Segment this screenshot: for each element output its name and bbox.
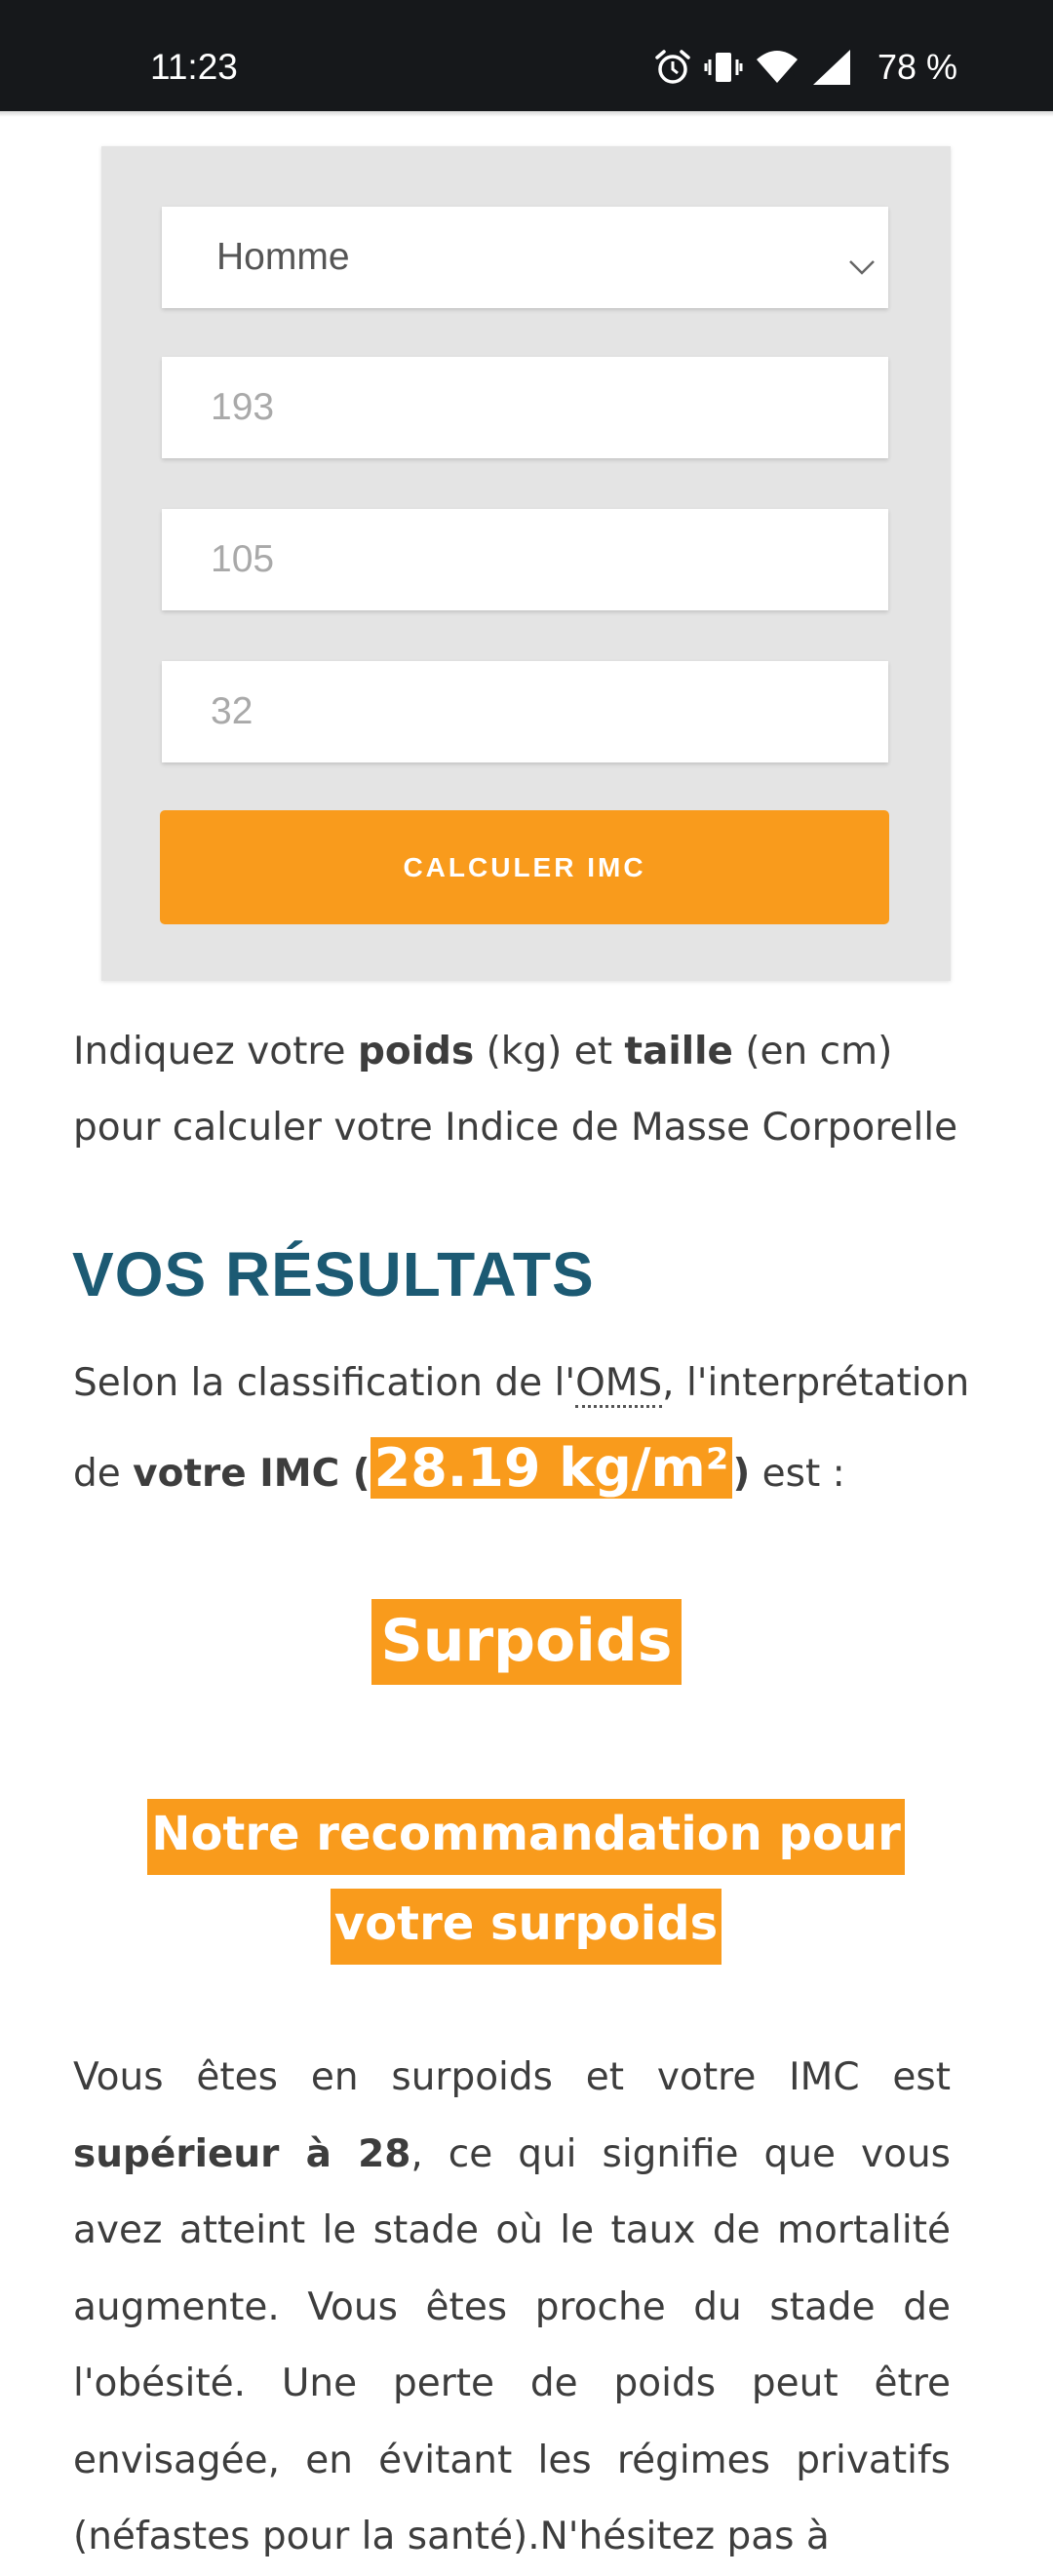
chevron-down-icon [847,244,877,287]
recommendation-part1: Vous êtes en surpoids et votre IMC est [73,2055,951,2099]
intro-part3: (en cm) pour calculer votre Indice de Masse Corporelle [73,1030,958,1150]
intro-part1: Indiquez votre [73,1030,358,1073]
wifi-icon [755,48,800,87]
age-field-placeholder: 32 [211,690,254,732]
age-field[interactable] [162,661,888,762]
status-bar [0,0,1053,111]
sex-select[interactable] [162,207,888,308]
weight-field[interactable] [162,509,888,610]
recommendation-bold: supérieur à 28 [73,2131,411,2176]
signal-icon [811,48,852,87]
results-heading: VOS RÉSULTATS [72,1239,595,1309]
weight-field-placeholder: 105 [211,538,275,580]
intro-part2: (kg) et [474,1030,625,1073]
imc-form [101,146,951,981]
sex-select-value: Homme [216,236,350,278]
imc-value: 28.19 kg/m² [370,1437,733,1499]
calculate-imc-button[interactable]: CALCULER IMC [160,810,889,924]
category-badge: Surpoids [371,1599,682,1685]
battery-level: 78 % [877,47,957,87]
status-icons [653,43,957,92]
height-field[interactable] [162,357,888,458]
category-row [0,1599,1053,1685]
vibrate-icon [704,48,743,87]
intro-taille: taille [624,1030,733,1073]
results-sentence [73,1346,985,1505]
recommendation-text [73,2040,951,2576]
results-sentence-start: Selon la classification de l' [73,1361,576,1405]
recommendation-title: Notre recommandation pour votre surpoids [147,1799,904,1965]
line2-bold: votre IMC ( [133,1452,370,1496]
status-time: 11:23 [150,47,238,87]
height-field-placeholder: 193 [211,386,275,428]
oms-abbr[interactable]: OMS [575,1361,662,1408]
intro-poids: poids [357,1030,475,1073]
recommendation-title-block [101,1789,951,1969]
recommendation-part2: , ce qui signifie que vous avez atteint le stade où le taux de mortalité augmente. Vous êtes proche du stade de l'obésité. Une perte de poids peut être envisagée, en évitant les régimes privatifs (néfastes pour la santé).N'hésitez pas à [73,2131,951,2558]
intro-text [73,1014,985,1166]
line2-end: est : [750,1452,845,1496]
alarm-icon [653,48,692,87]
status-bar-shadow [0,111,1053,117]
results-sentence-line2 [73,1437,985,1505]
line2-start: de [73,1452,134,1496]
line2-bold-close: ) [732,1452,751,1496]
results-sentence-mid: , l'interprétation [662,1361,970,1405]
